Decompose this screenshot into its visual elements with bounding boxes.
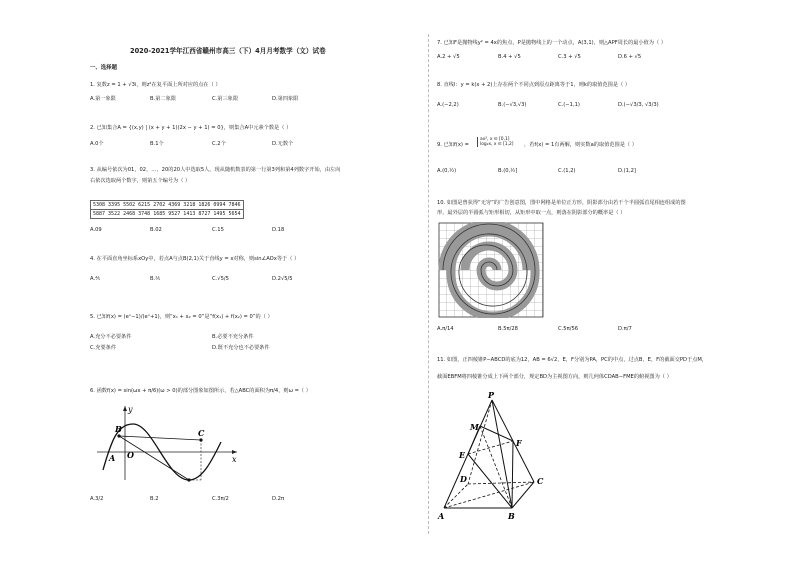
label-c: C xyxy=(198,428,205,438)
q6-option-b[interactable]: B.2 xyxy=(150,496,159,502)
q2-option-b[interactable]: B.1个 xyxy=(150,141,164,147)
spiral-grid-figure xyxy=(438,222,544,318)
point-c xyxy=(199,438,202,441)
q10-option-d[interactable]: D.π/7 xyxy=(618,326,632,332)
q9-piece2: log₂x, x ∈ [1,2] xyxy=(480,142,514,147)
q7-stem: 7. 已知F是抛物线y² = 4x的焦点，P是抛物线上的一个动点，A(3,1)，则△APF周长的最小值为（ ） xyxy=(437,40,667,46)
label-a: A xyxy=(438,511,445,521)
label-c: C xyxy=(537,476,544,486)
q8-option-b[interactable]: B.(−√3,√3) xyxy=(498,102,527,108)
q10-stem-line1: 10. 如图是曾获得“无穷”的广告创意图，图中网格是单位正方形，阴影部分由若干个半圆弧首尾相连组成的图 xyxy=(437,200,686,206)
random-number-row: 5887 3522 2468 3748 1685 9527 1413 8727 1495 5654 xyxy=(91,210,244,219)
edge-pd xyxy=(468,400,492,484)
q5-option-c[interactable]: C.充要条件 xyxy=(90,345,117,351)
q3-option-b[interactable]: B.02 xyxy=(150,227,162,233)
segment-bc xyxy=(119,436,201,440)
q8-option-d[interactable]: D.(−√3/3, √3/3) xyxy=(618,102,659,108)
q4-option-c[interactable]: C.√5/5 xyxy=(212,276,229,282)
q7-option-a[interactable]: A.2 + √5 xyxy=(437,54,460,60)
random-number-row: 5308 3395 5502 6215 2702 4369 3218 1826 0994 7846 xyxy=(91,201,244,210)
q9-option-b[interactable]: B.(0,½] xyxy=(498,168,518,174)
q8-option-c[interactable]: C.(−1,1) xyxy=(558,102,580,108)
q3-stem-line2: 右依次选取两个数字，则第五个编号为（ ） xyxy=(90,178,191,184)
q4-option-d[interactable]: D.2√5/5 xyxy=(272,276,293,282)
label-e: E xyxy=(459,450,466,460)
q1-stem: 1. 复数z = 1 + √3i，则z²在复平面上所对应的点在（ ） xyxy=(90,82,221,88)
diag-ac xyxy=(444,482,534,508)
q5-option-a[interactable]: A.充分不必要条件 xyxy=(90,334,132,340)
label-b: B xyxy=(115,424,122,434)
label-b: B xyxy=(508,511,515,521)
q6-option-c[interactable]: C.3π/2 xyxy=(212,496,229,502)
pyramid-figure xyxy=(436,390,556,522)
q3-stem-line1: 3. 从编号依次为01，02，…，20的20人中选取5人，现从随机数表的第一行第3列和第4列数字开始，由左向 xyxy=(90,167,341,173)
label-p: P xyxy=(488,390,495,400)
edge-ef xyxy=(468,441,513,454)
page-title: 2020-2021学年江西省赣州市高三（下）4月月考数学（文）试卷 xyxy=(130,47,326,55)
label-a: A xyxy=(109,453,116,463)
q9-option-d[interactable]: D.(1,2] xyxy=(618,168,636,174)
q8-option-a[interactable]: A.(−2,2) xyxy=(437,102,459,108)
label-y: y xyxy=(128,405,133,414)
label-d: D xyxy=(460,474,467,484)
q2-option-a[interactable]: A.0个 xyxy=(90,141,104,147)
point-trough xyxy=(187,478,190,481)
q11-stem-line1: 11. 如图，正四棱锥P−ABCD的底为12，AB = 6√2，E，F分别为PA，PC的中点，过点B，E，F的截面交PD于点M， xyxy=(437,357,708,363)
q2-option-c[interactable]: C.2个 xyxy=(212,141,226,147)
column-divider xyxy=(428,34,429,534)
q2-option-d[interactable]: D.无数个 xyxy=(272,141,294,147)
q2-stem: 2. 已知集合A = {(x,y) | (x + y + 1)(2x − y + 1) = 0}，则集合A中元素个数是（ ） xyxy=(90,125,292,131)
q4-option-b[interactable]: B.⅖ xyxy=(150,276,161,282)
q1-option-c[interactable]: C.第三象限 xyxy=(212,96,239,102)
random-number-table xyxy=(90,200,244,219)
q5-option-d[interactable]: D.既不充分也不必要条件 xyxy=(212,345,270,351)
q7-option-b[interactable]: B.4 + √5 xyxy=(498,54,521,60)
label-o: O xyxy=(127,450,134,460)
x-axis-arrow xyxy=(232,450,237,454)
q10-option-b[interactable]: B.5π/28 xyxy=(498,326,518,332)
q6-option-d[interactable]: D.2π xyxy=(272,496,285,502)
q7-option-d[interactable]: D.6 + √5 xyxy=(618,54,642,60)
q10-stem-line2: 形，最外层的半圆弧与矩形相切，从矩形中取一点，则落在阴影部分的概率是（ ） xyxy=(437,210,626,216)
q9-stem-a: 9. 已知f(x) = xyxy=(437,142,469,148)
q1-option-a[interactable]: A.第一象限 xyxy=(90,96,116,102)
q9-stem-b: ，若f(x) = 1有两解，则实数a的取值范围是（ ） xyxy=(524,142,637,148)
edge-dc xyxy=(468,482,534,484)
q3-option-c[interactable]: C.15 xyxy=(212,227,224,233)
q8-stem: 8. 直线l：y = k(x + 2)上存在两个不同点到原点距离等于1，则k的取值范围是（ ） xyxy=(437,82,631,88)
q9-option-a[interactable]: A.(0,½) xyxy=(437,168,457,174)
point-b xyxy=(117,434,120,437)
edge-mf xyxy=(480,426,513,441)
q3-option-d[interactable]: D.18 xyxy=(272,227,285,233)
q10-option-a[interactable]: A.π/14 xyxy=(437,326,454,332)
label-x: x xyxy=(232,455,237,464)
q9-piece1: ax², x ∈ [0,1] xyxy=(480,137,510,142)
q4-stem: 4. 在平面直角坐标系xOy中，若点A与点B(2,1)关于直线y = x对称，则sin∠AOx等于（ ） xyxy=(90,256,300,262)
q5-option-b[interactable]: B.必要不充分条件 xyxy=(212,334,254,340)
label-m: M xyxy=(470,422,479,432)
label-f: F xyxy=(516,438,522,448)
q1-option-b[interactable]: B.第二象限 xyxy=(150,96,176,102)
edge-bc xyxy=(512,482,534,508)
q9-option-c[interactable]: C.(1,2) xyxy=(558,168,576,174)
q11-stem-line2: 截面EBFM将四棱锥分成上下两个部分，规定BD为主视图方向，则几何体CDAB−FME的俯视图为（ ） xyxy=(437,374,672,380)
edge-fb xyxy=(512,441,513,508)
q5-stem: 5. 已知f(x) = (eˣ−1)/(eˣ+1)，则“x₁ + x₂ = 0”是“f(x₁) + f(x₂) = 0”的（ ） xyxy=(90,314,273,320)
q6-option-a[interactable]: A.3/2 xyxy=(90,496,104,502)
q9-piecewise xyxy=(477,137,513,147)
q6-stem: 6. 函数f(x) = sin(ωx + π/6)(ω > 0)的部分图象如图所示，若△ABC的面积为π/4，则ω =（ ） xyxy=(90,388,311,394)
sine-graph-figure xyxy=(95,402,245,482)
section-heading: 一、选择题 xyxy=(90,65,117,71)
q10-option-c[interactable]: C.5π/56 xyxy=(558,326,579,332)
y-axis-arrow xyxy=(123,406,127,411)
q3-option-a[interactable]: A.09 xyxy=(90,227,102,233)
edge-eb xyxy=(468,454,512,508)
q4-option-a[interactable]: A.⅘ xyxy=(90,276,101,282)
q1-option-d[interactable]: D.第四象限 xyxy=(272,96,299,102)
q7-option-c[interactable]: C.3 + √5 xyxy=(558,54,581,60)
edge-pb xyxy=(492,400,512,508)
